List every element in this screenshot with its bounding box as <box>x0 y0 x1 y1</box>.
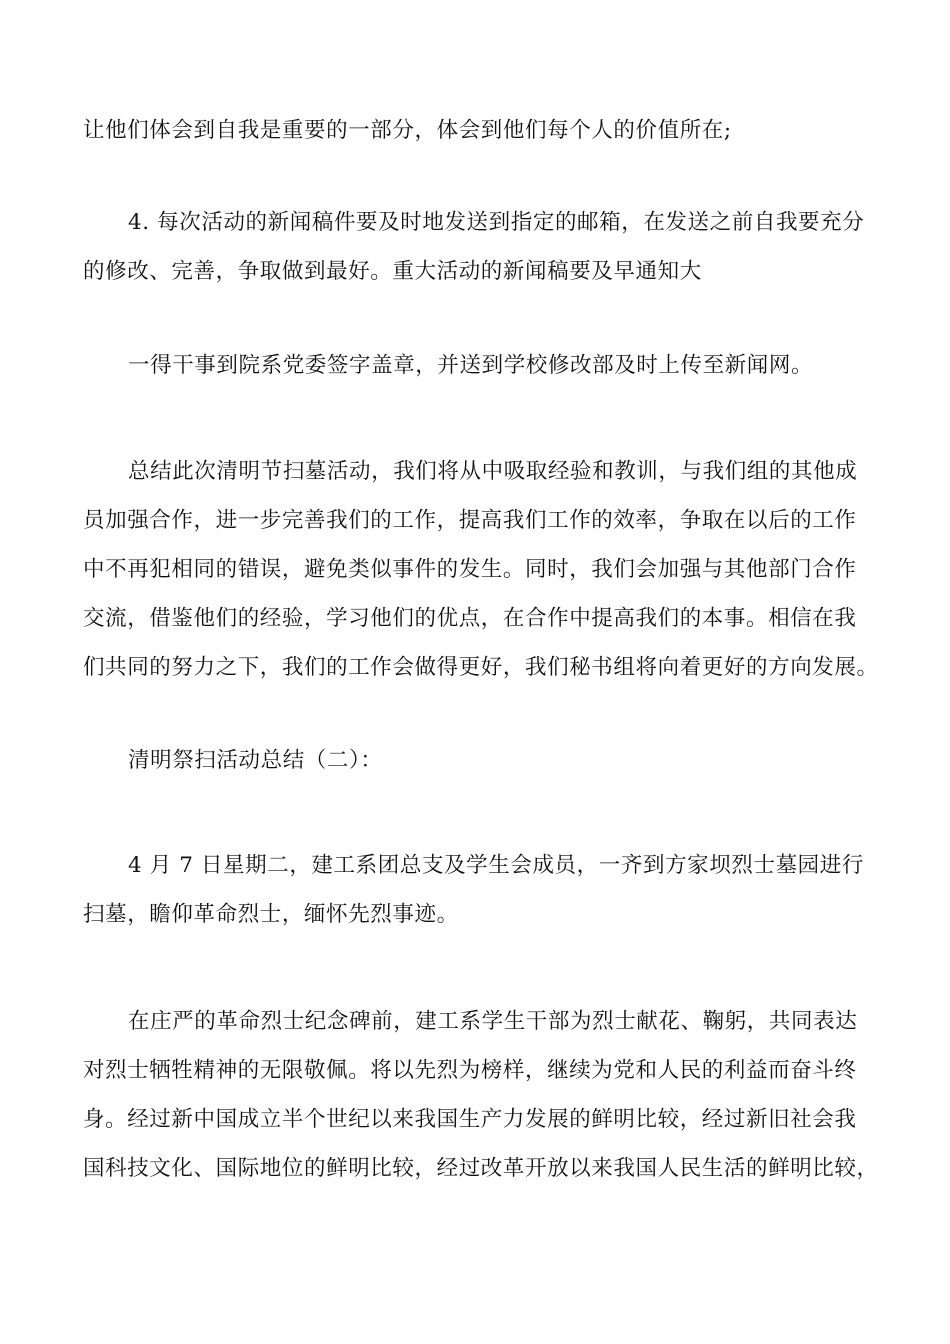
text-line: 对烈士牺牲精神的无限敬佩。将以先烈为榜样，继续为党和人民的利益而奋斗终 <box>83 1058 857 1083</box>
text-line: 扫墓，瞻仰革命烈士，缅怀先烈事迹。 <box>83 902 459 927</box>
text-line: 总结此次清明节扫墓活动，我们将从中吸取经验和教训，与我们组的其他成 <box>128 459 858 484</box>
text-line: 身。经过新中国成立半个世纪以来我国生产力发展的鲜明比较，经过新旧社会我 <box>83 1107 857 1132</box>
text-line: 们共同的努力之下，我们的工作会做得更好，我们秘书组将向着更好的方向发展。 <box>83 655 879 680</box>
text-line: 的修改、完善，争取做到最好。重大活动的新闻稿要及早通知大 <box>83 259 702 284</box>
text-line: 中不再犯相同的错误，避免类似事件的发生。同时，我们会加强与其他部门合作 <box>83 557 857 582</box>
text-line: 员加强合作，进一步完善我们的工作，提高我们工作的效率，争取在以后的工作 <box>83 508 857 533</box>
text-line: 让他们体会到自我是重要的一部分，体会到他们每个人的价值所在; <box>83 118 732 143</box>
text-line: 在庄严的革命烈士纪念碑前，建工系学生干部为烈士献花、鞠躬，共同表达 <box>128 1009 858 1034</box>
text-line: 4. 每次活动的新闻稿件要及时地发送到指定的邮箱，在发送之前自我要充分 <box>128 210 865 235</box>
section-heading: 清明祭扫活动总结（二）： <box>128 748 383 773</box>
text-line: 国科技文化、国际地位的鲜明比较，经过改革开放以来我国人民生活的鲜明比较， <box>83 1156 879 1181</box>
text-line: 一得干事到院系党委签字盖章，并送到学校修改部及时上传至新闻网。 <box>128 353 814 378</box>
text-line: 交流，借鉴他们的经验，学习他们的优点，在合作中提高我们的本事。相信在我 <box>83 606 857 631</box>
text-line: 4 月 7 日星期二，建工系团总支及学生会成员，一齐到方家坝烈士墓园进行 <box>128 853 864 878</box>
